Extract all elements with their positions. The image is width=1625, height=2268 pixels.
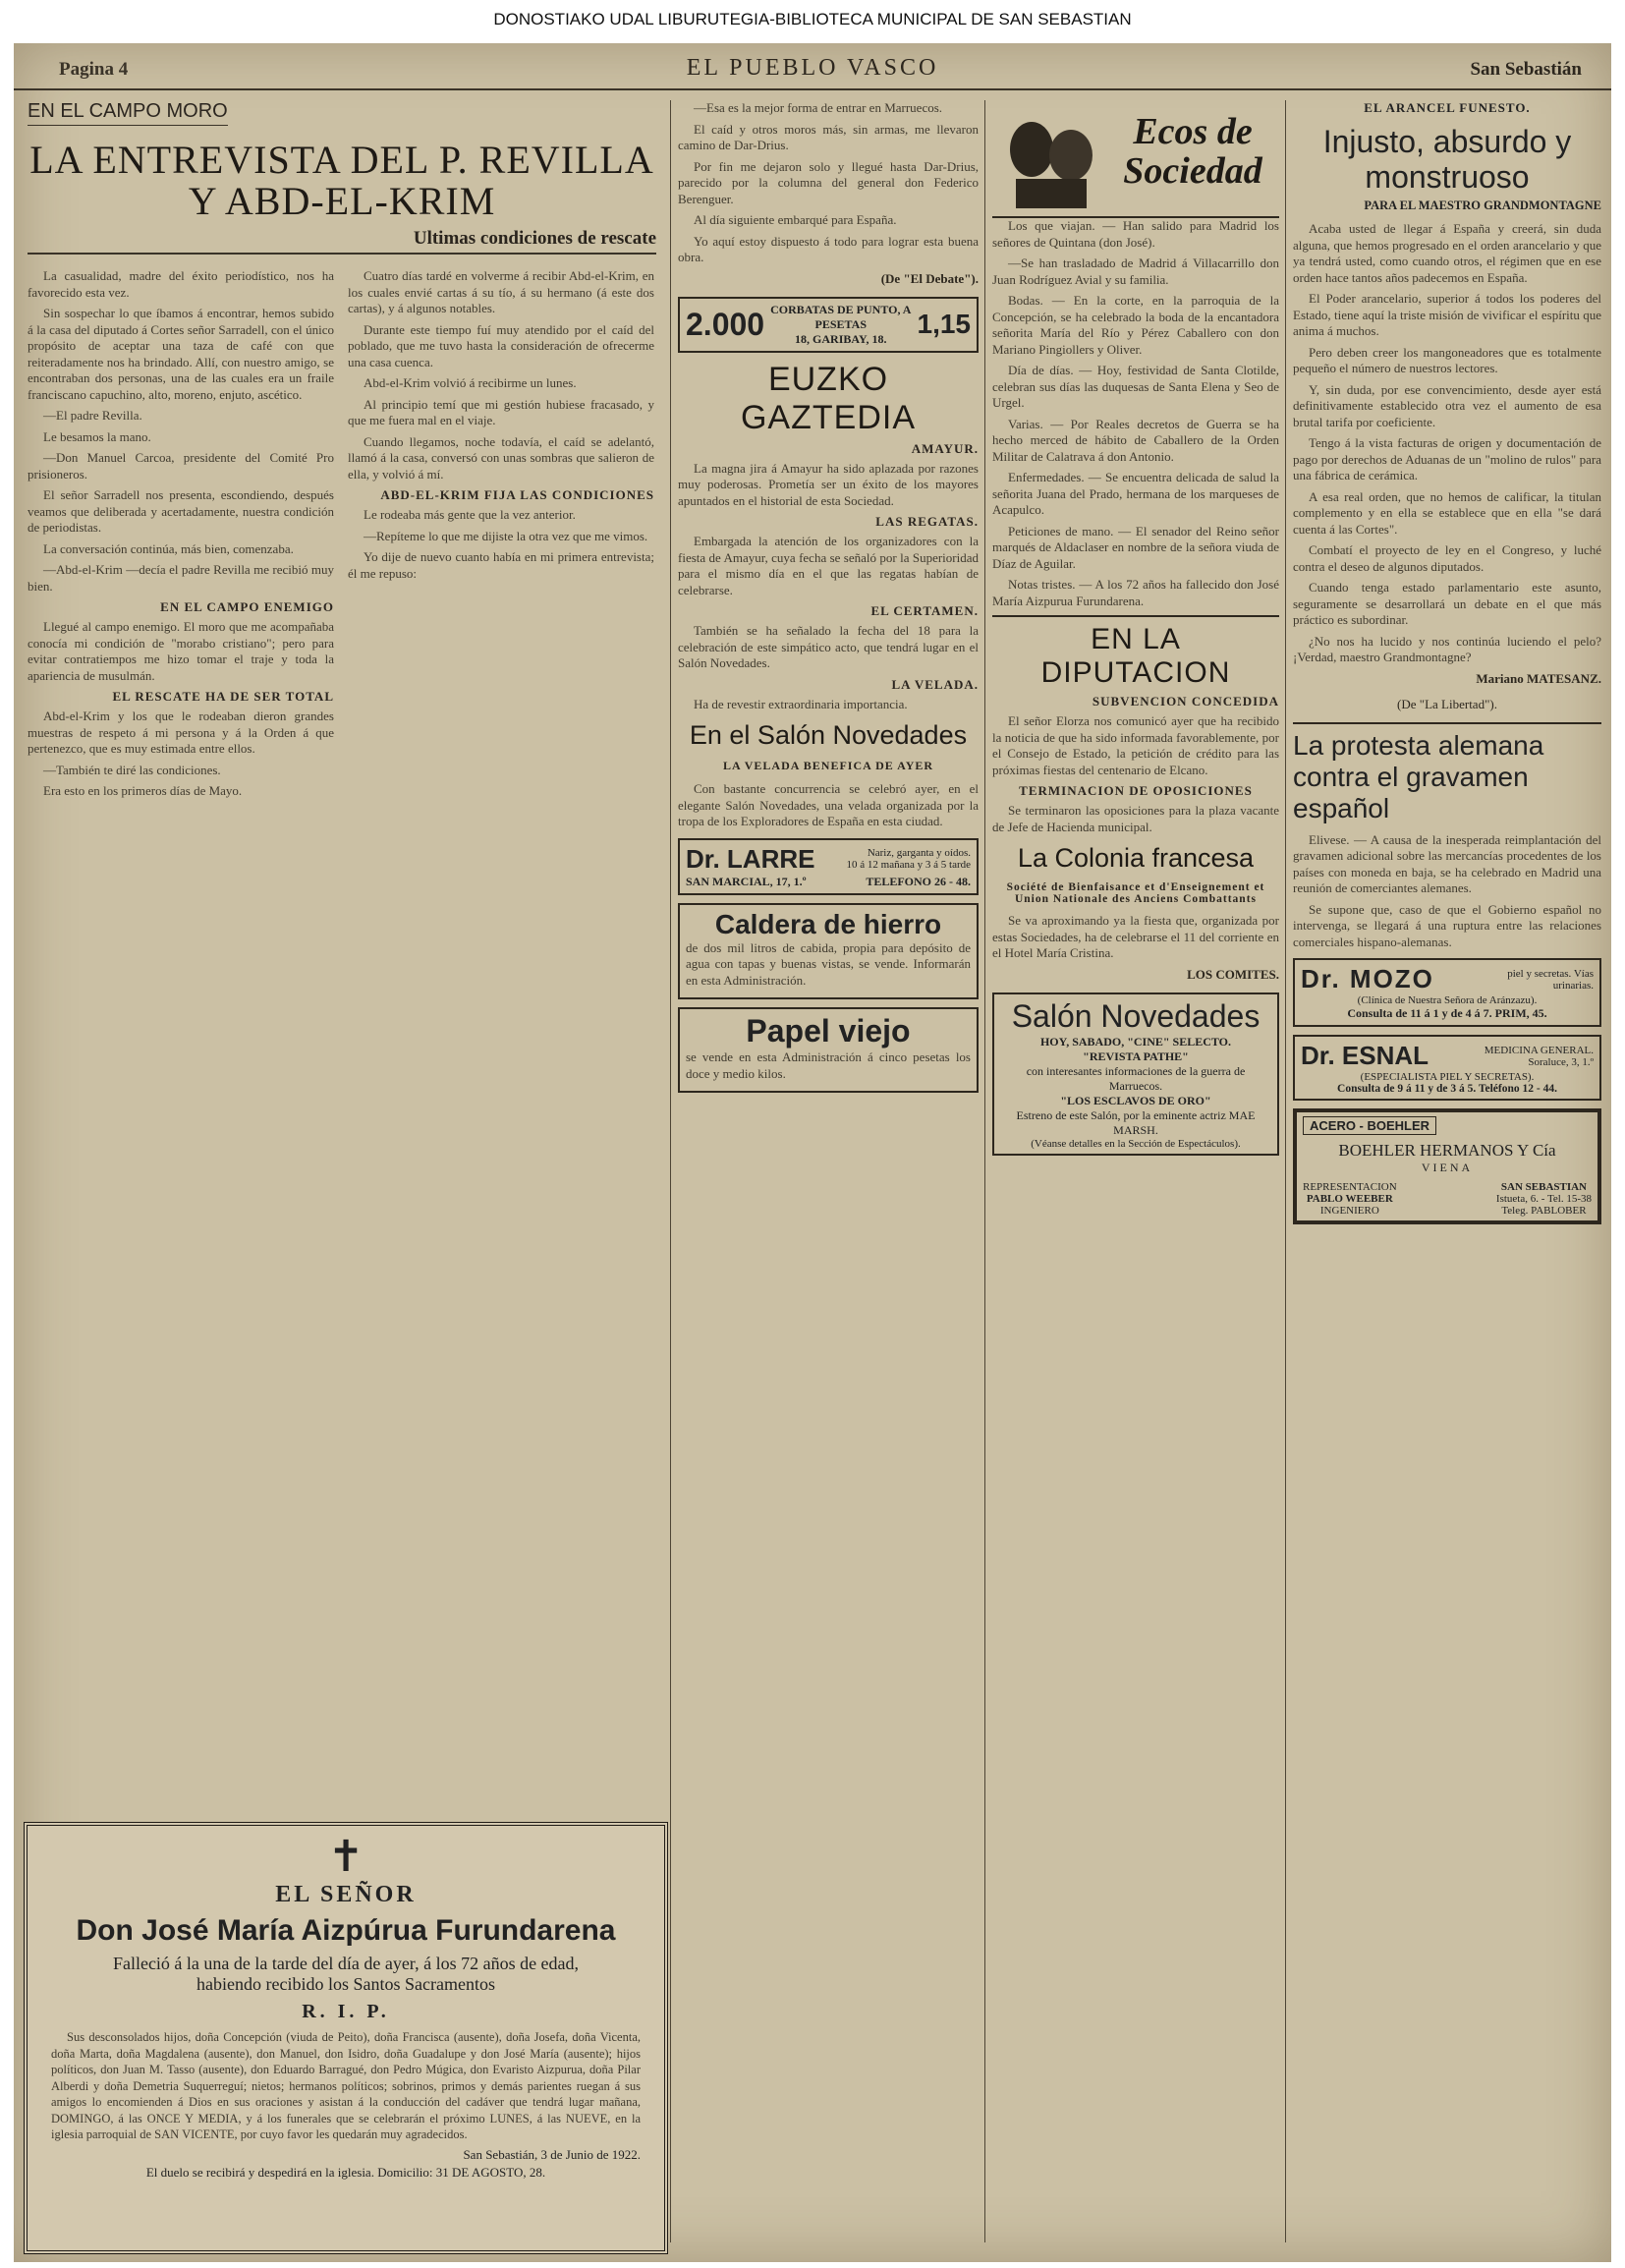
paragraph: Enfermedades. — Se encuentra delicada de salud la señorita Juana del Prado, hermana de los marqueses de Acapulco.: [992, 470, 1279, 517]
paragraph: Combatí el proyecto de ley en el Congreso, y luché contra el deseo de algunos diputados.: [1293, 542, 1601, 574]
article-title: La protesta alemana contra el gravamen español: [1293, 722, 1601, 824]
city-name: San Sebastián: [1470, 59, 1582, 80]
ad-dr-larre: [678, 838, 979, 895]
ad-title: Papel viejo: [746, 1013, 911, 1049]
paragraph: Le besamos la mano.: [43, 428, 151, 444]
article-title: LA ENTREVISTA DEL P. REVILLA Y ABD-EL-KRIM: [29, 138, 654, 223]
obituary-note: El duelo se recibirá y despedirá en la iglesia. Domicilio: 31 DE AGOSTO, 28.: [145, 2164, 546, 2180]
article-kicker: EL ARANCEL FUNESTO.: [1364, 100, 1531, 115]
company-city: VIENA: [1421, 1161, 1474, 1174]
paragraph: Llegué al campo enemigo. El moro que me acompañaba conocía mi condición de "morabo cristiano"; pero para evitar contratiempos me hizo tomar el traje y toda la apariencia de musulmán.: [28, 619, 334, 683]
subheading: AMAYUR.: [911, 440, 979, 456]
paragraph: Sin sospechar lo que íbamos á encontrar, hemos subido á la casa del diputado á Cortes señor Sarradell, con el único propósito de aceptar una taza de café con que reiteradamente nos ha brindado. Allí, con nuestro amigo, se encontraban dos personas, una de las cuales era un fraile franciscano capuchino, alto, moreno, enjuto, ascético.: [28, 306, 334, 402]
ad-papel: [678, 1007, 979, 1093]
obituary-line: habiendo recibido los Santos Sacramentos: [196, 1974, 495, 1994]
society-brand: Ecos de Sociedad: [1123, 111, 1262, 192]
column-4: [992, 100, 1279, 2252]
paragraph: Abd-el-Krim y los que le rodeaban dieron grandes muestras de respeto á mi persona y á la Orden á que pertenezco, que es muy estimada entre ellos.: [28, 709, 334, 756]
doctor-address: SAN MARCIAL, 17, 1.º: [686, 874, 807, 888]
doctor-specialty: MEDICINA GENERAL.: [1484, 1044, 1594, 1056]
masthead: [14, 43, 1611, 90]
doctor-details: [847, 847, 971, 871]
doctor-name: Dr. LARRE: [686, 843, 815, 874]
paragraph: Tengo á la vista facturas de origen y documentación de pago por derechos de Aduanas de un "molino de rulos" para una fábrica de cerámica.: [1293, 435, 1601, 482]
ad-line: "REVISTA PATHE": [1083, 1049, 1189, 1063]
paragraph: La casualidad, madre del éxito periodístico, nos ha favorecido esta vez.: [28, 268, 334, 300]
paragraph: Cuando tenga estado parlamentario este asunto, seguramente se desarrollará un debate en el que más práctico es subordinar.: [1293, 580, 1601, 627]
paragraph: Se supone que, caso de que el Gobierno español no intervenga, se llegará á una ruptura entre las relaciones comerciales hispano-alemanas.: [1293, 901, 1601, 949]
subheading: LA VELADA.: [891, 676, 979, 692]
paragraph: También se ha señalado la fecha del 18 para la celebración de este simpático acto, que tendrá lugar en el Salón Novedades.: [678, 623, 979, 670]
newspaper-page: [14, 43, 1611, 2262]
doctor-clinic: (Clínica de Nuestra Señora de Aránzazu).: [1357, 994, 1538, 1006]
subheading: LAS REGATAS.: [875, 514, 979, 529]
paragraph: Peticiones de mano. — El senador del Reino señor marqués de Aldaclaser en nombre de la señora viuda de Díaz de Aguilar.: [992, 523, 1279, 571]
subheading: SUBVENCION CONCEDIDA: [1092, 694, 1279, 709]
paragraph: El señor Sarradell nos presenta, escondiendo, después veamos que deliberada y acertadamente, nuestra condición de periodistas.: [28, 487, 334, 535]
article-title: En el Salón Novedades: [689, 720, 968, 750]
source-credit: (De "La Libertad").: [1397, 696, 1497, 711]
doctor-specialty: (ESPECIALISTA PIEL Y SECRETAS).: [1360, 1071, 1535, 1083]
doctor-name: Dr. MOZO: [1301, 964, 1434, 993]
ad-line: HOY, SABADO, "CINE" SELECTO.: [1039, 1034, 1232, 1049]
article-subtitle: PARA EL MAESTRO GRANDMONTAGNE: [1364, 198, 1601, 212]
obituary-notice: [24, 1822, 668, 2254]
column-5: [1293, 100, 1601, 2252]
paragraph: —Repíteme lo que me dijiste la otra vez que me vimos.: [364, 528, 648, 543]
paragraph: Abd-el-Krim volvió á recibirme un lunes.: [364, 375, 577, 390]
ad-text: [770, 303, 911, 347]
paragraph: Cuatro días tardé en volverme á recibir Abd-el-Krim, en los cuales envié cartas á su tío, á su hermano (á este dos cartas), y á algunos notables.: [348, 268, 654, 315]
paragraph: Los que viajan. — Han salido para Madrid los señores de Quintana (don José).: [992, 218, 1279, 250]
rep-line: INGENIERO: [1319, 1205, 1379, 1217]
author-name: Mariano MATESANZ.: [1476, 670, 1601, 686]
paragraph: Embargada la atención de los organizadores con la fiesta de Amayur, cuya fecha se señaló por la Superioridad para el mismo día en el que las regatas habían de celebrarse.: [678, 534, 979, 597]
rip-text: R. I. P.: [302, 2001, 390, 2022]
rep-line: PABLO WEEBER: [1306, 1193, 1393, 1205]
paragraph: —El padre Revilla.: [43, 408, 142, 423]
paragraph: Pero deben creer los mangoneadores que es totalmente pequeño el número de nuestros lectores.: [1293, 344, 1601, 375]
paragraph: El Poder arancelario, superior á todos los poderes del Estado, tiene aquí la triste misión de vivificar el espíritu que anima á muchos.: [1293, 291, 1601, 338]
paragraph: Con bastante concurrencia se celebró ayer, en el elegante Salón Novedades, una velada organizada por la tropa de los Exploradores de España en esta ciudad.: [678, 781, 979, 828]
office-address: [1496, 1181, 1592, 1217]
article-subcolumn-right: [348, 268, 654, 805]
paragraph: Se terminaron las oposiciones para la plaza vacante de Jefe de Hacienda municipal.: [992, 803, 1279, 834]
ad-corbatas: [678, 297, 979, 353]
paragraph: La conversación continúa, más bien, comenzaba.: [43, 540, 294, 556]
doctor-specialty: Nariz, garganta y oídos.: [867, 847, 971, 859]
doctor-details: [1485, 1045, 1594, 1068]
doctor-hours: Consulta de 9 á 11 y de 3 á 5. Teléfono 12 - 44.: [1337, 1083, 1557, 1095]
paragraph: ¿No nos ha lucido y nos continúa luciendo el pelo? ¡Verdad, maestro Grandmontagne?: [1293, 633, 1601, 664]
address-line: Istueta, 6. - Tel. 15-38: [1495, 1193, 1592, 1205]
rep-line: REPRESENTACION: [1303, 1181, 1397, 1193]
paragraph: Notas tristes. — A los 72 años ha fallecido don José María Aizpurua Furundarena.: [992, 577, 1279, 608]
paragraph: Era esto en los primeros días de Mayo.: [43, 783, 243, 798]
subheading: LA VELADA BENEFICA DE AYER: [722, 759, 934, 772]
ad-product: CORBATAS DE PUNTO, A PESETAS: [770, 302, 912, 331]
section-heading: EL RESCATE HA DE SER TOTAL: [112, 689, 334, 704]
paragraph: Al principio temí que mi gestión hubiese fracasado, y que me fuera mal en el viaje.: [348, 396, 654, 427]
paragraph: —Se han trasladado de Madrid á Villacarrillo don Juan Rodríguez Avial y su familia.: [992, 255, 1279, 287]
paragraph: Al día siguiente embarqué para España.: [694, 212, 897, 227]
article-title: Injusto, absurdo y monstruoso: [1322, 124, 1572, 195]
subheading: TERMINACION DE OPOSICIONES: [1019, 783, 1253, 798]
paragraph: Elivese. — A causa de la inesperada reimplantación del gravamen adicional sobre las mercancías procedentes de los países con moneda en baja, se ha celebrado en Madrid una reunión de comerciantes alemanes.: [1293, 831, 1601, 895]
page-number: Pagina 4: [59, 59, 129, 80]
article-subcolumn-left: [28, 268, 334, 805]
ad-body: de dos mil litros de cabida, propia para depósito de agua con tapas y buenas vistas, se vende. Informarán en esta Administración.: [686, 939, 971, 988]
ad-title: Salón Novedades: [1011, 997, 1261, 1034]
company-name: BOEHLER HERMANOS Y Cía: [1338, 1141, 1556, 1160]
paragraph: Yo aquí estoy dispuesto á todo para lograr esta buena obra.: [678, 233, 979, 264]
society-header: [992, 100, 1279, 218]
column-1: [28, 100, 656, 1810]
ad-line: con interesantes informaciones de la guerra de Marruecos.: [1026, 1063, 1246, 1093]
article-title: La Colonia francesa: [1017, 843, 1255, 873]
subheading: EL CERTAMEN.: [870, 603, 979, 618]
paragraph: Por fin me dejaron solo y llegué hasta Dar-Drius, parecido por la columna del general don Federico Berenguer.: [678, 158, 979, 206]
article-kicker: EN EL CAMPO MORO: [28, 100, 228, 126]
cross-icon: ✝: [327, 1833, 364, 1881]
doctor-hours: 10 á 12 mañana y 3 á 5 tarde: [846, 859, 971, 871]
address-line: SAN SEBASTIAN: [1500, 1181, 1588, 1193]
paragraph: Cuando llegamos, noche todavía, el caíd se adelantó, llamó á la casa, conversó con unas sombras que salieron de ella, y volvió á mí.: [348, 433, 654, 482]
obituary-line: Falleció á la una de la tarde del día de ayer, á los 72 años de edad,: [112, 1954, 580, 1973]
paragraph: Le rodeaba más gente que la vez anterior.: [364, 507, 576, 522]
paragraph: —Don Manuel Carcoa, presidente del Comité Pro prisioneros.: [28, 450, 334, 482]
paragraph: —Abd-el-Krim —decía el padre Revilla me recibió muy bien.: [28, 562, 334, 594]
paragraph: Bodas. — En la corte, en la parroquia de la Concepción, se ha celebrado la boda de la encantadora señorita María del Río y Pérez Caballero con don Mariano Pingiollers y Oliver.: [992, 293, 1279, 357]
column-rule: [1285, 100, 1286, 2242]
ad-title: Caldera de hierro: [714, 908, 942, 939]
doctor-phone: TELEFONO 26 - 48.: [866, 874, 971, 888]
doctor-specialty: piel y secretas. Vías urinarias.: [1507, 967, 1594, 992]
paragraph: —Esa es la mejor forma de entrar en Marruecos.: [694, 100, 943, 115]
column-rule: [984, 100, 985, 2242]
source-credit: (De "El Debate").: [880, 270, 979, 286]
paragraph: El caíd y otros moros más, sin armas, me llevaron camino de Dar-Drius.: [678, 121, 979, 152]
paragraph: Se va aproximando ya la fiesta que, organizada por estas Sociedades, ha de celebrarse el 11 del corriente en el Hotel María Cristina.: [992, 913, 1279, 960]
paragraph: —También te diré las condiciones.: [43, 762, 221, 777]
ad-caldera: [678, 903, 979, 1000]
ad-boehler: [1293, 1108, 1601, 1224]
obituary-date: San Sebastián, 3 de Junio de 1922.: [463, 2146, 641, 2162]
column-3: [678, 100, 979, 2252]
paragraph: Ha de revestir extraordinaria importancia.: [694, 696, 908, 711]
ad-dr-esnal: [1293, 1035, 1601, 1101]
paragraph: Yo dije de nuevo cuanto había en mi primera entrevista; él me repuso:: [348, 549, 654, 581]
paragraph: Durante este tiempo fuí muy atendido por el caíd del poblado, que me tuvo hasta la consideración de ofrecerme una casa cuenca.: [348, 321, 654, 369]
section-heading: EN EL CAMPO ENEMIGO: [160, 599, 334, 614]
article-subtitle: Ultimas condiciones de rescate: [28, 228, 656, 255]
representative: [1303, 1181, 1397, 1217]
newspaper-name: EL PUEBLO VASCO: [686, 55, 939, 81]
paragraph: Y, sin duda, por ese convencimiento, desde ayer está definitivamente establecido otra vez el aumento de esa brutal tarifa por coeficiente.: [1293, 381, 1601, 429]
doctor-hours: Consulta de 11 á 1 y de 4 á 7. PRIM, 45.: [1347, 1006, 1547, 1020]
paragraph: Día de días. — Hoy, festividad de Santa Clotilde, celebran sus días las duquesas de Santa Elena y Seo de Urgel.: [992, 363, 1279, 410]
ad-line: "LOS ESCLAVOS DE ORO": [1060, 1093, 1211, 1107]
paragraph: La magna jira á Amayur ha sido aplazada por razones muy poderosas. Prometía ser un éxito de los mayores apuntados en el historial de esta Sociedad.: [678, 460, 979, 508]
archive-banner: DONOSTIAKO UDAL LIBURUTEGIA-BIBLIOTECA MUNICIPAL DE SAN SEBASTIAN: [0, 0, 1625, 39]
paragraph: Varias. — Por Reales decretos de Guerra se ha hecho merced de hábito de Caballero de la Orden Militar de Calatrava á don Antonio.: [992, 416, 1279, 464]
ad-address: 18, GARIBAY, 18.: [795, 331, 887, 346]
paragraph: Acaba usted de llegar á España y creerá, sin duda alguna, que hemos progresado en el orden arancelario y que ya tendrá usted, como cuando otros, el régimen que en ese orden hace tantos años padecemos en España.: [1293, 221, 1601, 285]
subheading: Société de Bienfaisance et d'Enseignement et Union Nationale des Anciens Combattants: [1006, 881, 1265, 905]
ad-line: (Véanse detalles en la Sección de Espectáculos).: [1031, 1137, 1241, 1150]
section-heading: ABD-EL-KRIM FIJA LAS CONDICIONES: [380, 487, 654, 502]
ad-quantity: 2.000: [686, 306, 765, 342]
obituary-line: EL SEÑOR: [275, 1882, 417, 1907]
ad-heading: ACERO - BOEHLER: [1303, 1116, 1436, 1135]
ad-dr-mozo: [1293, 958, 1601, 1027]
section-title: EUZKO GAZTEDIA: [740, 360, 917, 436]
ad-line: Estreno de este Salón, por la eminente actriz MAE MARSH.: [1016, 1107, 1256, 1137]
society-figures-icon: [996, 104, 1104, 212]
doctor-address: Soraluce, 3, 1.º: [1528, 1055, 1594, 1068]
column-rule: [670, 100, 671, 2242]
ad-salon-novedades: [992, 992, 1279, 1156]
paragraph: El señor Elorza nos comunicó ayer que ha recibido la noticia de que ha sido informada favorablemente, por el Consejo de Estado, la petición de crédito para las próximas fiestas del centenario de Elcano.: [992, 713, 1279, 777]
paragraph: A esa real orden, que no hemos de calificar, la titulan complemento y en ella se establece que en ella "se dará cuenta á las Cortes".: [1293, 488, 1601, 537]
ad-price: 1,15: [917, 309, 971, 339]
signature: LOS COMITES.: [1187, 966, 1279, 982]
address-line: Teleg. PABLOBER: [1501, 1205, 1587, 1217]
deceased-name: Don José María Aizpúrua Furundarena: [76, 1914, 616, 1947]
obituary-body: Sus desconsolados hijos, doña Concepción (viuda de Peito), doña Francisca (ausente), doña Josefa, doña Vicenta, doña Marta, doña Magdalena (ausente), don Manuel, don Isidro, doña Guadalupe y don José María (ausente); hijos políticos, don Juan M. Tasso (ausente), don Eduardo Barragué, don Pedro Múgica, don Evaristo Aizpurua, doña Pilar Alberdi y doña Demetria Suquerreguí; nietos; hermanos políticos; sobrinos, primos y demás parientes ruegan á sus amigos lo encomienden á Dios en sus oraciones y asistan á la conducción del cadáver que tendrá lugar mañana, DOMINGO, á las ONCE Y MEDIA, y á los funerales que se celebrarán el próximo LUNES, á las NUEVE, en la iglesia parroquial de SAN VICENTE, por cuyo favor les quedarán muy agradecidos.: [51, 2030, 641, 2141]
ad-body: se vende en esta Administración á cinco pesetas los doce y medio kilos.: [686, 1049, 971, 1081]
doctor-name: Dr. ESNAL: [1301, 1041, 1429, 1070]
article-title: EN LA DIPUTACION: [992, 615, 1279, 690]
